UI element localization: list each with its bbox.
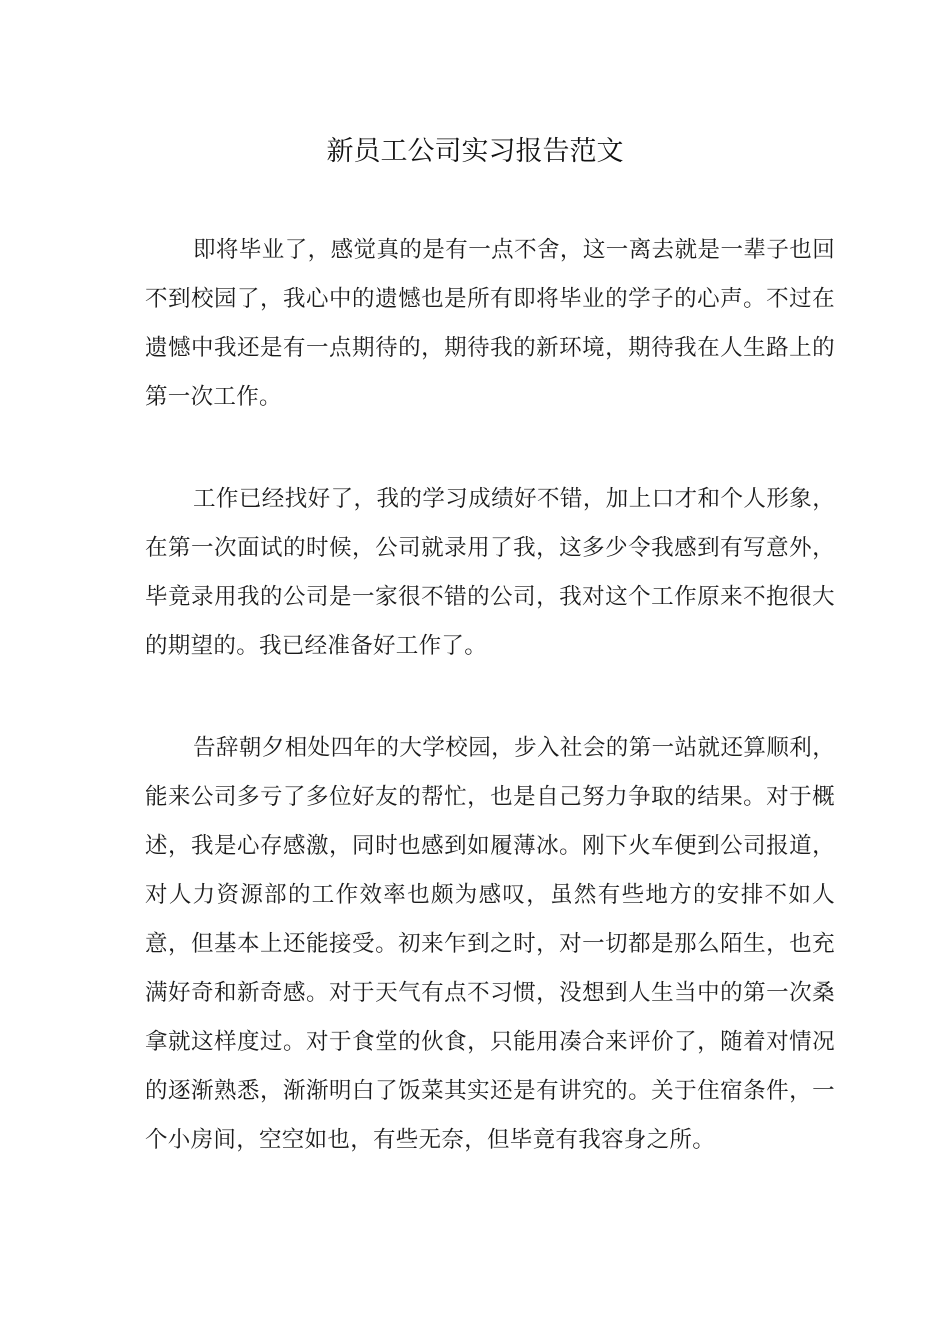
paragraph-3: 告辞朝夕相处四年的大学校园，步入社会的第一站就还算顺利，能来公司多亏了多位好友的帮忙，也是自己努力争取的结果。对于概述，我是心存感激，同时也感到如履薄冰。刚下火车便到公司报道，对人力资源部的工作效率也颇为感叹，虽然有些地方的安排不如人意，但基本上还能接受。初来乍到之时，对一切都是那么陌生，也充满好奇和新奇感。对于天气有点不习惯，没想到人生当中的第一次桑拿就这样度过。对于食堂的伙食，只能用凑合来评价了，随着对情况的逐渐熟悉，渐渐明白了饭菜其实还是有讲究的。关于住宿条件，一个小房间，空空如也，有些无奈，但毕竟有我容身之所。 bbox=[145, 735, 835, 1153]
document-title: 新员工公司实习报告范文 bbox=[326, 136, 624, 167]
paragraph-2: 工作已经找好了，我的学习成绩好不错，加上口才和个人形象，在第一次面试的时候，公司就录用了我，这多少令我感到有写意外，毕竟录用我的公司是一家很不错的公司，我对这个工作原来不抱很大的期望的。我已经准备好工作了。 bbox=[145, 486, 835, 659]
paragraph-1: 即将毕业了，感觉真的是有一点不舍，这一离去就是一辈子也回不到校园了，我心中的遗憾也是所有即将毕业的学子的心声。不过在遗憾中我还是有一点期待的，期待我的新环境，期待我在人生路上的第一次工作。 bbox=[145, 237, 835, 410]
